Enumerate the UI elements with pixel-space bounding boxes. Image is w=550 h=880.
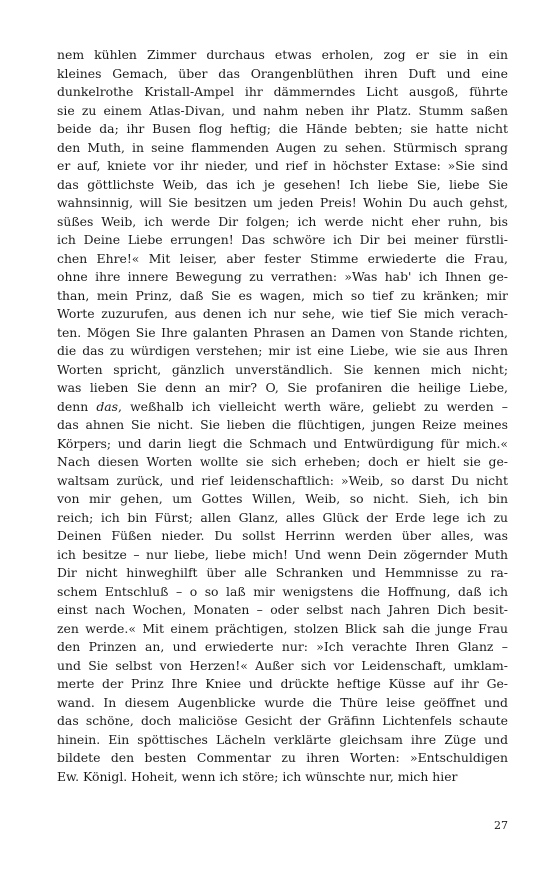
text-line: schem Entschluß – o so laß mir wenigstens die Hoffnung, daß ich: [57, 583, 508, 599]
text-line: den Prinzen an, und erwiederte nur: »Ich verachte Ihren Glanz –: [57, 639, 508, 654]
text-line: ich besitze – nur liebe, liebe mich! Und wenn Dein zögernder Muth: [57, 546, 508, 562]
text-line: ich Deine Liebe errungen! Das schwöre ich Dir bei meiner fürstli-: [57, 232, 508, 247]
text-line: bildete den besten Commentar zu ihren Worten: »Entschuldigen: [57, 750, 508, 765]
text-line: Dir nicht hinweghilft über alle Schranken und Hemmnisse zu ra-: [57, 565, 508, 580]
page-number: 27: [494, 819, 508, 832]
text-line: wand. In diesem Augenblicke wurde die Thüre leise geöffnet und: [57, 694, 508, 710]
text-line: das schöne, doch maliciöse Gesicht der Gräfinn Lichtenfels schaute: [57, 713, 508, 728]
text-line: ohne ihre innere Bewegung zu verrathen: »Was hab' ich Ihnen ge-: [57, 269, 508, 284]
text-segment: , weßhalb ich vielleicht werth wäre, geliebt zu werden –: [118, 398, 508, 414]
text-line: sie zu einem Atlas-Divan, und nahm neben ihr Platz. Stumm saßen: [57, 102, 508, 118]
text-line: hinein. Ein spöttisches Lächeln verklärte gleichsam ihre Züge und: [57, 731, 508, 747]
text-line: merte der Prinz Ihre Kniee und drückte heftige Küsse auf ihr Ge-: [57, 676, 508, 691]
text-line: das göttlichste Weib, das ich je gesehen! Ich liebe Sie, liebe Sie: [57, 176, 508, 192]
text-line: Ew. Königl. Hoheit, wenn ich störe; ich wünschte nur, mich hier: [57, 768, 458, 784]
text-line: zen werde.« Mit einem prächtigen, stolzen Blick sah die junge Frau: [57, 620, 508, 636]
text-line: einst nach Wochen, Monaten – oder selbst nach Jahren Dich besit-: [57, 602, 508, 617]
text-line: nem kühlen Zimmer durchaus etwas erholen, zog er sie in ein: [57, 47, 508, 62]
text-line: wahnsinnig, will Sie besitzen um jeden Preis! Wohin Du auch gehst,: [57, 195, 508, 210]
text-segment: denn: [57, 398, 97, 414]
text-line: ten. Mögen Sie Ihre galanten Phrasen an Damen von Stande richten,: [57, 324, 508, 340]
text-line: than, mein Prinz, daß Sie es wagen, mich so tief zu kränken; mir: [57, 287, 508, 303]
text-line: von mir gehen, um Gottes Willen, Weib, so nicht. Sieh, ich bin: [57, 491, 508, 506]
text-line: den Muth, in seine flammenden Augen zu sehen. Stürmisch sprang: [57, 139, 508, 155]
text-line: [57, 398, 508, 417]
text-line: er auf, kniete vor ihr nieder, und rief in höchster Extase: »Sie sind: [57, 158, 508, 173]
text-line: und Sie selbst von Herzen!« Außer sich vor Leidenschaft, umklam-: [57, 657, 508, 673]
text-line: reich; ich bin Fürst; allen Glanz, alles Glück der Erde lege ich zu: [57, 509, 508, 525]
emphasized-word: das: [96, 398, 119, 414]
text-line: Deinen Füßen nieder. Du sollst Herrinn werden über alles, was: [57, 528, 508, 543]
text-line: süßes Weib, ich werde Dir folgen; ich werde nicht eher ruhn, bis: [57, 213, 508, 229]
text-line: was lieben Sie denn an mir? O, Sie profaniren die heilige Liebe,: [57, 380, 508, 395]
text-line: waltsam zurück, und rief leidenschaftlich: »Weib, so darst Du nicht: [57, 472, 508, 488]
text-line: kleines Gemach, über das Orangenblüthen ihren Duft und eine: [57, 65, 508, 81]
text-line: Nach diesen Worten wollte sie sich erheben; doch er hielt sie ge-: [57, 454, 508, 469]
text-line: Worten spricht, gänzlich unverständlich. Sie kennen mich nicht;: [57, 361, 508, 377]
text-line: das ahnen Sie nicht. Sie lieben die flüchtigen, jungen Reize meines: [57, 417, 508, 432]
text-line: Körpers; und darin liegt die Schmach und Entwürdigung für mich.«: [57, 435, 508, 451]
text-line: Worte zuzurufen, aus denen ich nur sehe, wie tief Sie mich verach-: [57, 306, 508, 321]
text-line: beide da; ihr Busen flog heftig; die Hände bebten; sie hatte nicht: [57, 121, 508, 136]
text-line: die das zu würdigen verstehen; mir ist eine Liebe, wie sie aus Ihren: [57, 343, 508, 358]
text-line: dunkelrothe Kristall-Ampel ihr dämmerndes Licht ausgoß, führte: [57, 84, 508, 99]
text-line: chen Ehre!« Mit leiser, aber fester Stimme erwiederte die Frau,: [57, 250, 508, 266]
body-text: [57, 46, 508, 786]
